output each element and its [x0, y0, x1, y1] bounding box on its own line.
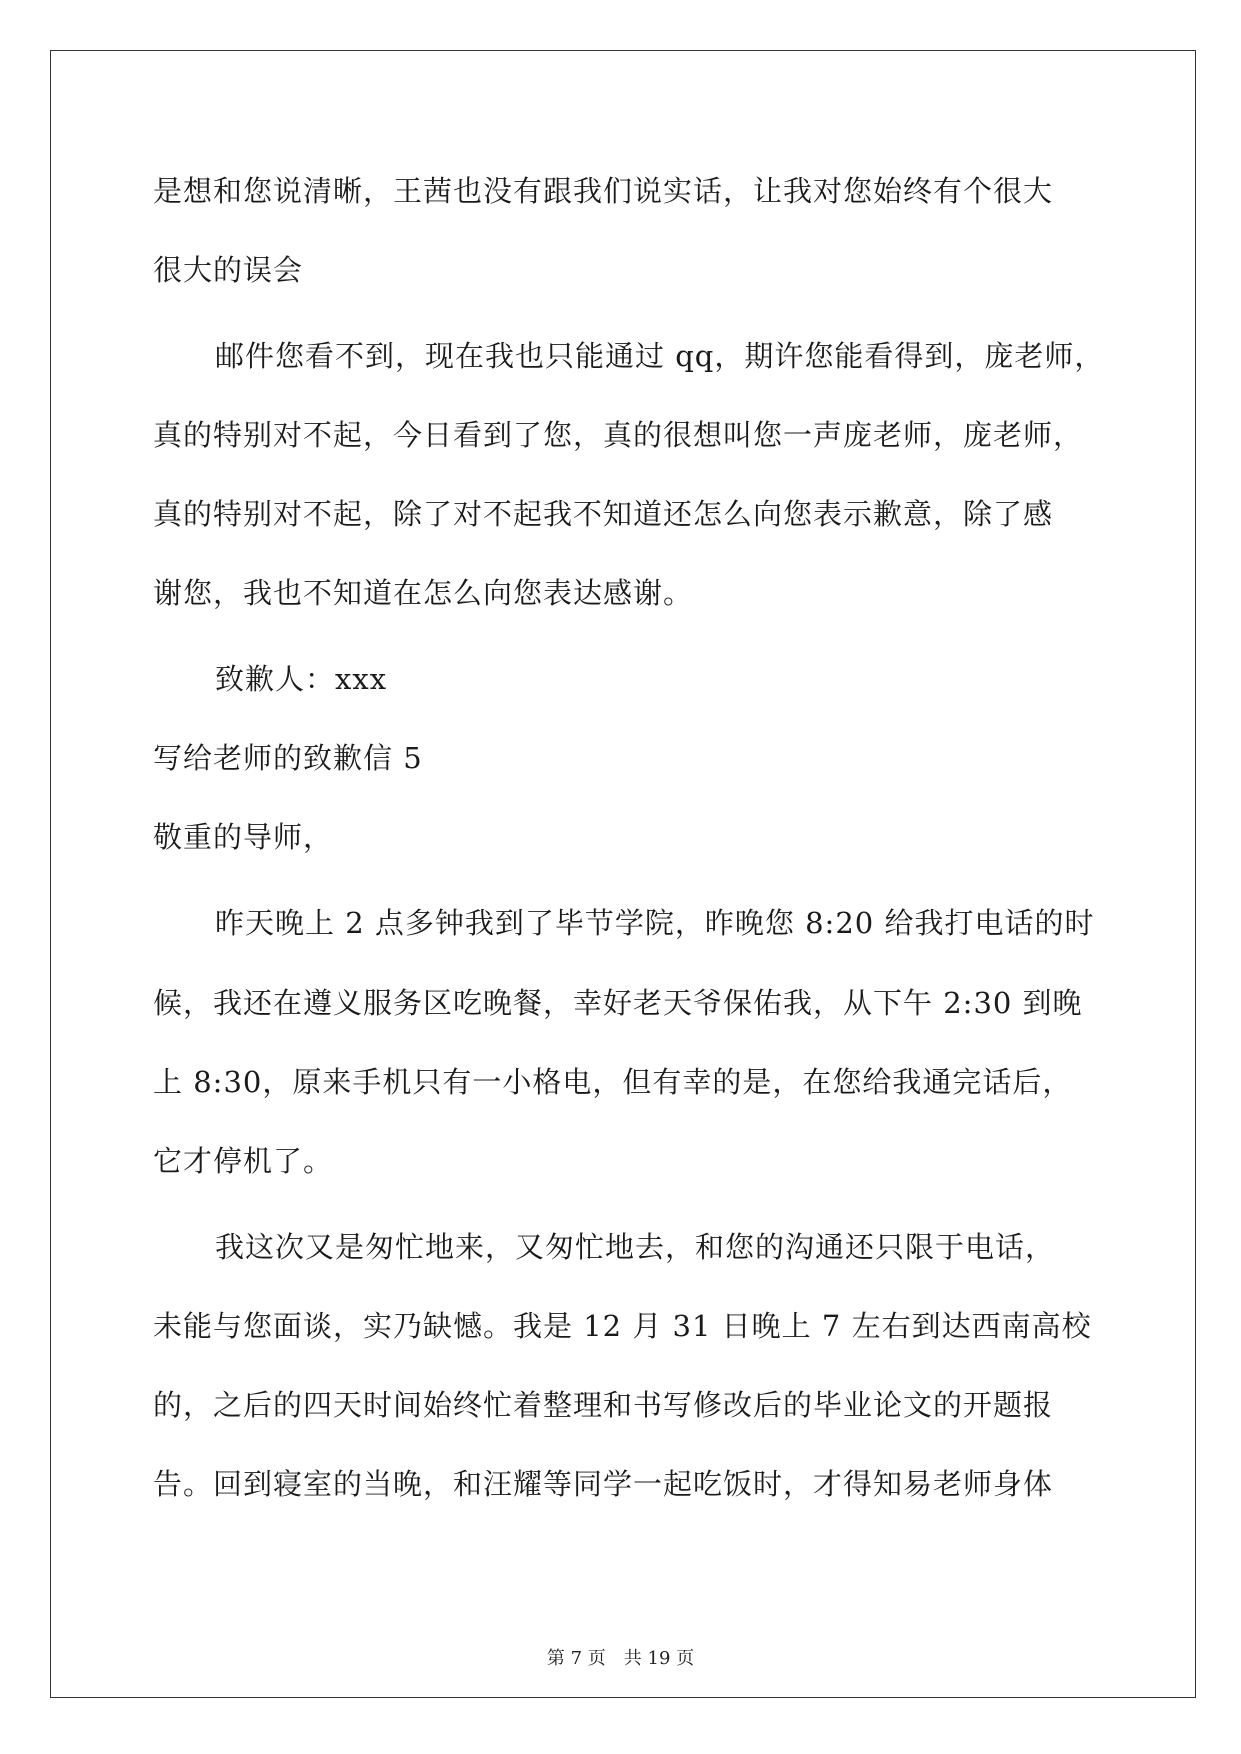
- text-line: 它才停机了。: [153, 1144, 334, 1178]
- page-footer: [0, 1647, 1241, 1671]
- text-line: 谢您，我也不知道在怎么向您表达感谢。: [153, 576, 694, 610]
- text-line: 真的特别对不起，除了对不起我不知道还怎么向您表示歉意，除了感: [153, 497, 1054, 531]
- text-line: 候，我还在遵义服务区吃晚餐，幸好老天爷保佑我，从下午 2:30 到晚: [153, 986, 1083, 1020]
- page-total: 共 19 页: [623, 1648, 695, 1669]
- paragraph-start-line: 昨天晚上 2 点多钟我到了毕节学院，昨晚您 8:20 给我打电话的时: [215, 906, 1095, 940]
- section-heading: 写给老师的致歉信 5: [153, 741, 423, 775]
- paragraph-start-line: 我这次又是匆忙地来，又匆忙地去，和您的沟通还只限于电话，: [215, 1230, 1056, 1264]
- paragraph-start-line: 邮件您看不到，现在我也只能通过 qq，期许您能看得到，庞老师，: [215, 339, 1105, 373]
- text-line: 上 8:30，原来手机只有一小格电，但有幸的是，在您给我通完话后，: [153, 1065, 1073, 1099]
- salutation: 敬重的导师，: [153, 820, 334, 854]
- text-line: 是想和您说清晰，王茜也没有跟我们说实话，让我对您始终有个很大: [153, 174, 1054, 208]
- text-line: 告。回到寝室的当晚，和汪耀等同学一起吃饭时，才得知易老师身体: [153, 1467, 1054, 1501]
- signature-line: 致歉人：xxx: [215, 662, 388, 696]
- page-number: 第 7 页: [546, 1648, 606, 1669]
- text-line: 未能与您面谈，实乃缺憾。我是 12 月 31 日晚上 7 左右到达西南高校: [153, 1309, 1092, 1343]
- text-line: 很大的误会: [153, 253, 304, 287]
- page-border: [50, 50, 1196, 1698]
- text-line: 真的特别对不起，今日看到了您，真的很想叫您一声庞老师，庞老师，: [153, 418, 1084, 452]
- text-line: 的，之后的四天时间始终忙着整理和书写修改后的毕业论文的开题报: [153, 1388, 1054, 1422]
